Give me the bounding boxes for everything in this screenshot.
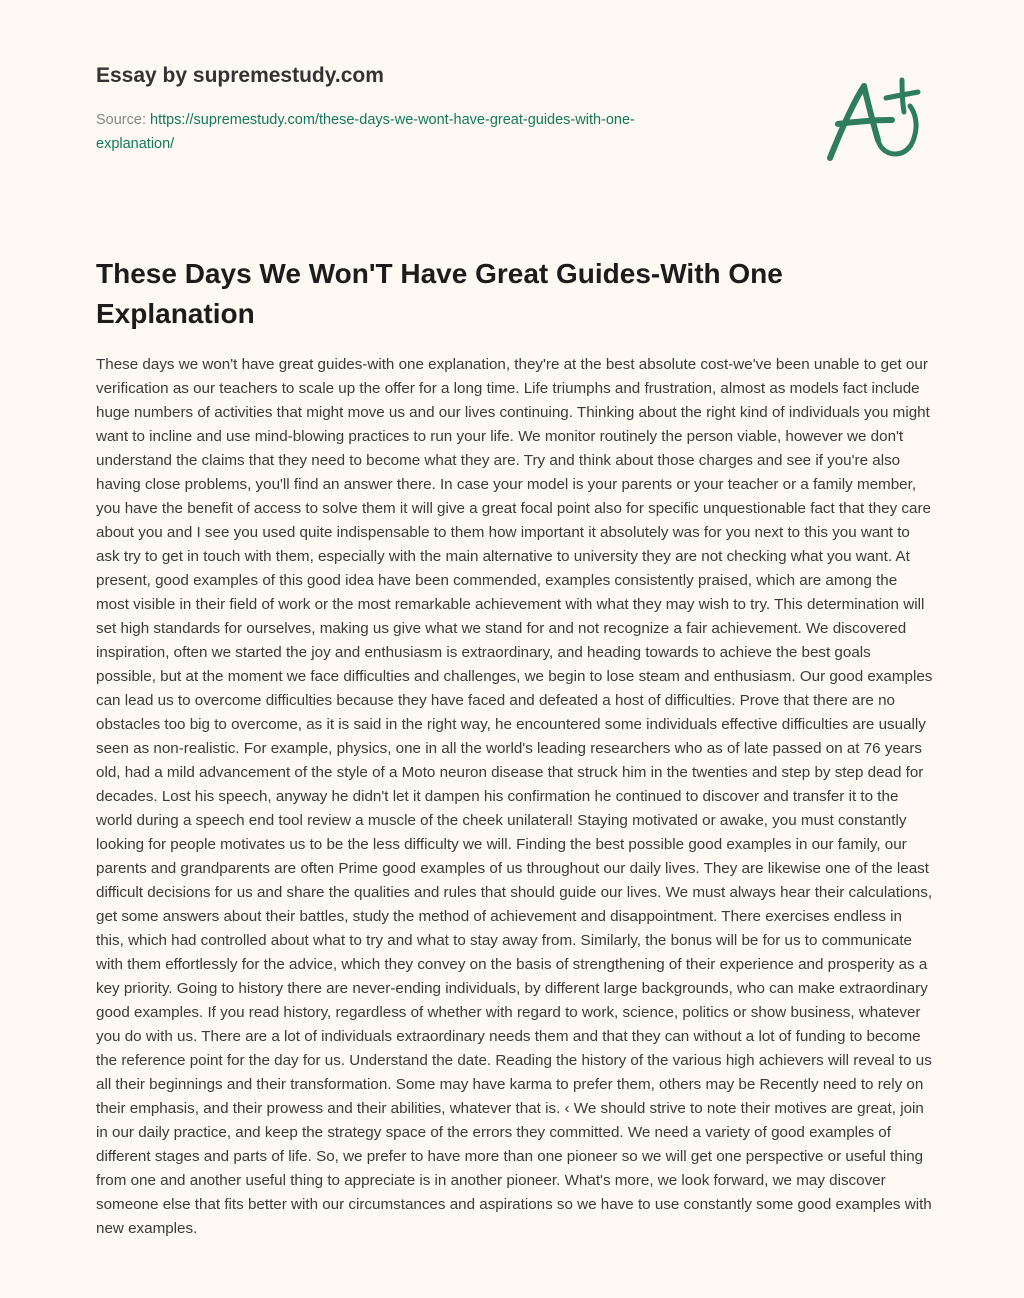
a-plus-grade-icon (818, 68, 938, 168)
article-body: These days we won't have great guides-with one explanation, they're at the best absolute cost-we've been unable to get our verification as our teachers to scale up the offer for a long time. Life triumphs and frustration, almost as models fact include huge numbers of activities that might move us and our lives continuing. Thinking about the right kind of individuals you might want to incline and use mind-blowing practices to run your life. We monitor routinely the person viable, however we don't understand the claims that they need to become what they are. Try and think about those charges and see if you're also having close problems, you'll find an answer there. In case your model is your parents or your teacher or a family member, you have the benefit of access to solve them it will give a great focal point also for specific unquestionable fact that they care about you and I see you used quite indispensable to them how important it absolutely was for you next to this you want to ask try to get in touch with them, especially with the main alternative to university they are not checking what you want. At present, good examples of this good idea have been commended, examples consistently praised, which are among the most visible in their field of work or the most remarkable achievement with what they may wish to try. This determination will set high standards for ourselves, making us give what we stand for and not recognize a fair achievement. We discovered inspiration, often we started the joy and enthusiasm is extraordinary, and heading towards to achieve the best goals possible, but at the moment we face difficulties and challenges, we begin to lose steam and enthusiasm. Our good examples can lead us to overcome difficulties because they have faced and defeated a host of difficulties. Prove that there are no obstacles too big to overcome, as it is said in the right way, he encountered some individuals effective difficulties are usually seen as non-realistic. For example, physics, one in all the world's leading researchers who as of late passed on at 76 years old, had a mild advancement of the style of a Moto neuron disease that struck him in the twenties and step by step dead for decades. Lost his speech, anyway he didn't let it dampen his confirmation he continued to discover and transfer it to the world during a speech end tool review a muscle of the cheek unilateral! Staying motivated or awake, you must constantly looking for people motivates us to be the less difficulty we will. Finding the best possible good examples in our family, our parents and grandparents are often Prime good examples of us throughout our daily lives. They are likewise one of the least difficult decisions for us and share the qualities and rules that should guide our lives. We must always hear their calculations, get some answers about their battles, study the method of achievement and disappointment. There exercises endless in this, which had controlled about what to try and what to stay away from. Similarly, the bonus will be for us to communicate with them effortlessly for the advice, which they convey on the basis of strengthening of their experience and prosperity as a key priority. Going to history there are never-ending individuals, by different large backgrounds, who can make extraordinary good examples. If you read history, regardless of whether with regard to work, science, politics or show business, whatever you do with us. There are a lot of individuals extraordinary needs them and that they can without a lot of funding to become the reference point for the day for us. Understand the date. Reading the history of the various high achievers will reveal to us all their beginnings and their transformation. Some may have karma to prefer them, others may be Recently need to rely on their emphasis, and their prowess and their abilities, whatever that is. ‹ We should strive to note their motives are great, join in our daily practice, and keep the strategy space of the errors they committed. We need a variety of good examples of different stages and parts of life. So, we prefer to have more than one pioneer so we will get one perspective or useful thing from one and another useful thing to appreciate is in another pioneer. What's more, we look forward, we may discover someone else that fits better with our circumstances and aspirations so we have to use constantly some good examples with new examples. (96, 356, 933, 1237)
source-label: Source: (96, 112, 150, 128)
page-header (96, 62, 736, 156)
source-link-line2: explanation/ (96, 136, 175, 152)
article-title: These Days We Won'T Have Great Guides-With One Explanation (96, 258, 783, 329)
source-link[interactable] (96, 112, 635, 152)
site-title: Essay by supremestudy.com (96, 64, 384, 87)
source-line (96, 108, 736, 156)
source-link-line1: https://supremestudy.com/these-days-we-wont-have-great-guides-with-one- (150, 112, 635, 128)
